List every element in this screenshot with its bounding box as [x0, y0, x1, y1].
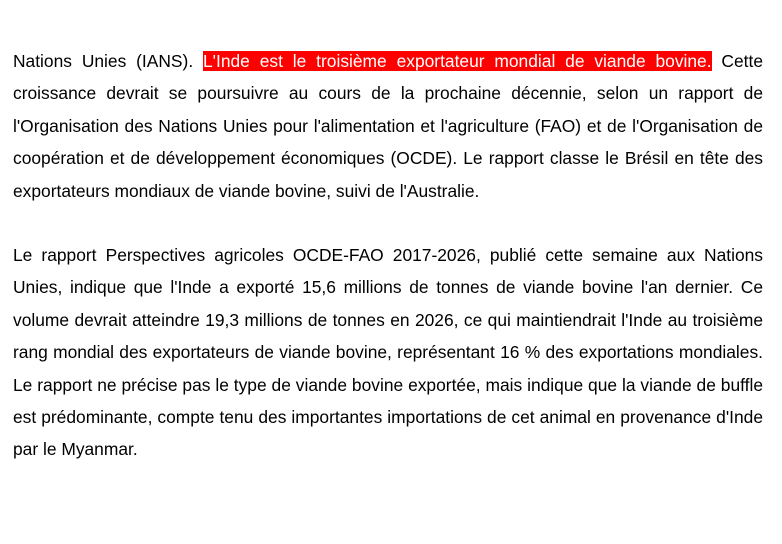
paragraph-1-lead: Nations Unies (IANS).: [13, 51, 204, 71]
paragraph-2: Le rapport Perspectives agricoles OCDE-FAO 2017-2026, publié cette semaine aux Nations Unies, indique que l'Inde a exporté 15,6 millions de tonnes de viande bovine l'an dernier. Ce volume devrait atteindre 19,3 millions de tonnes en 2026, ce qui maintiendrait l'Inde au troisième rang mondial des exportateurs de viande bovine, représentant 16 % des exportations mondiales. Le rapport ne précise pas le type de viande bovine exportée, mais indique que la viande de buffle est prédominante, compte tenu des importantes importations de cet animal en provenance d'Inde par le Myanmar.: [13, 245, 763, 460]
document-body: [13, 45, 763, 466]
paragraph-1-rest: Cette croissance devrait se poursuivre au cours de la prochaine décennie, selon un rapport de l'Organisation des Nations Unies pour l'alimentation et l'agriculture (FAO) et de l'Organisation de coopération et de développement économiques (OCDE). Le rapport classe le Brésil en tête des exportateurs mondiaux de viande bovine, suivi de l'Australie.: [13, 51, 763, 201]
paragraph-1: [13, 45, 763, 207]
highlighted-sentence: L'Inde est le troisième exportateur mondial de viande bovine.: [203, 51, 712, 71]
